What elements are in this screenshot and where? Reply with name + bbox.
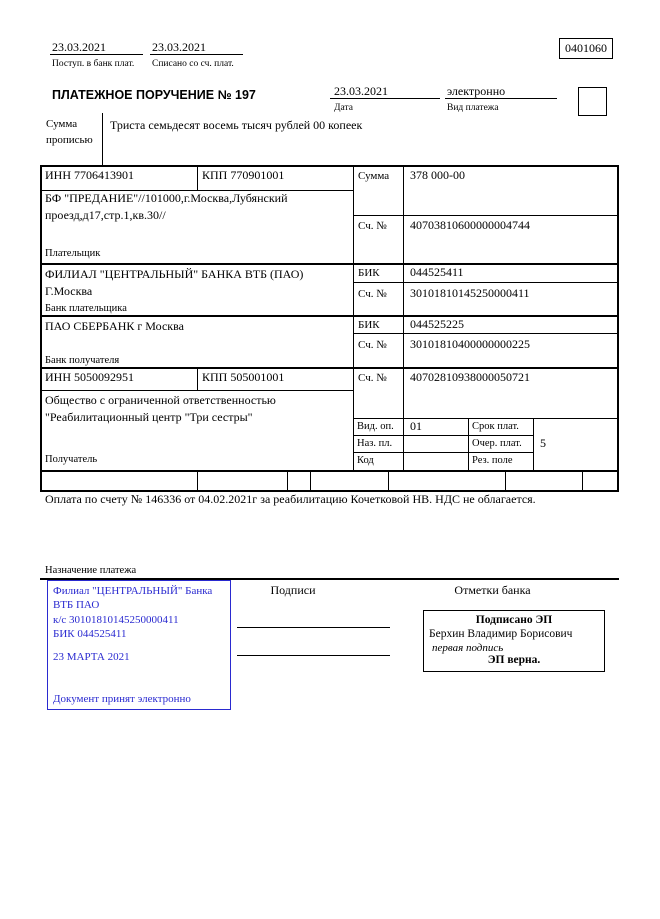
bank-stamp-corr-account: к/с 30101810145250000411: [53, 614, 179, 626]
payee-bank-bik: 044525225: [410, 317, 464, 331]
signatures-label: Подписи: [270, 583, 316, 597]
document-title: ПЛАТЕЖНОЕ ПОРУЧЕНИЕ № 197: [52, 88, 256, 102]
grid-line: [353, 215, 619, 216]
grid-line: [582, 470, 583, 490]
document-date: 23.03.2021: [334, 84, 388, 98]
naz-pl-label: Наз. пл.: [357, 438, 393, 449]
payment-purpose: Оплата по счету № 146336 от 04.02.2021г за реабилитацию Кочетковой НВ. НДС не облагается.: [45, 492, 536, 506]
payer-account: 40703810600000004744: [410, 218, 530, 232]
grid-line: [353, 418, 619, 419]
grid-line: [533, 418, 534, 470]
sum-label: Сумма: [358, 170, 390, 182]
grid-line: [197, 470, 198, 490]
grid-line: [353, 165, 354, 470]
grid-line: [505, 470, 506, 490]
second-signature-line: [237, 655, 390, 656]
payee-bank-account: 30101810400000000225: [410, 337, 530, 351]
payee-bank-name: ПАО СБЕРБАНК г Москва: [45, 319, 184, 333]
payer-bank-name: ФИЛИАЛ "ЦЕНТРАЛЬНЫЙ" БАНКА ВТБ (ПАО) Г.Москва: [45, 267, 304, 299]
grid-line: [40, 263, 619, 265]
form-code: 0401060: [565, 41, 607, 55]
grid-line: [40, 367, 619, 369]
grid-line: [617, 165, 619, 492]
payee-kpp: КПП 505001001: [202, 370, 285, 384]
ocher-plat-label: Очер. плат.: [472, 438, 522, 449]
esign-verified: ЭП верна.: [487, 654, 541, 666]
grid-line: [403, 165, 404, 470]
received-in-bank-label: Поступ. в банк плат.: [52, 59, 135, 69]
received-date-underline: [50, 54, 143, 55]
vid-op-value: 01: [410, 419, 422, 433]
payer-kpp: КПП 770901001: [202, 168, 285, 182]
payer-bank-bik-label: БИК: [358, 267, 380, 279]
grid-line: [40, 390, 353, 391]
payment-kind-checkbox: [578, 87, 607, 116]
payer-inn: ИНН 7706413901: [45, 168, 134, 182]
payer-section-label: Плательщик: [45, 248, 101, 259]
grid-line: [40, 470, 619, 472]
grid-line: [310, 470, 311, 490]
payee-bank-section-label: Банк получателя: [45, 355, 120, 366]
debited-date: 23.03.2021: [152, 40, 206, 54]
esign-title: Подписано ЭП: [475, 614, 553, 626]
amount-words-label: Сумма прописью: [46, 118, 93, 146]
payee-bank-account-label: Сч. №: [358, 339, 387, 351]
debited-date-underline: [150, 54, 243, 55]
grid-line: [388, 470, 389, 490]
bank-stamp-name: Филиал "ЦЕНТРАЛЬНЫЙ" Банка ВТБ ПАО: [53, 585, 213, 612]
esign-signer-name: Берхин Владимир Борисович: [429, 628, 573, 640]
payee-inn: ИНН 5050092951: [45, 370, 134, 384]
payee-section-label: Получатель: [45, 454, 98, 465]
payee-bank-bik-label: БИК: [358, 319, 380, 331]
grid-line: [468, 418, 469, 470]
date-label: Дата: [334, 103, 353, 113]
amount-words: Триста семьдесят восемь тысяч рублей 00 копеек: [110, 118, 363, 132]
payee-account: 40702810938000050721: [410, 370, 530, 384]
grid-line: [197, 367, 198, 390]
grid-line: [197, 165, 198, 190]
payee-name: Общество с ограниченной ответственностью "Реабилитационный центр "Три сестры": [45, 393, 276, 425]
ocher-plat-value: 5: [540, 436, 546, 450]
payer-bank-section-label: Банк плательщика: [45, 303, 127, 314]
payment-kind-underline: [445, 98, 557, 99]
grid-line: [353, 282, 619, 283]
payment-purpose-label: Назначение платежа: [45, 565, 137, 576]
payer-name: БФ "ПРЕДАНИЕ"//101000,г.Москва,Лубянский проезд,д17,стр.1,кв.30//: [45, 191, 288, 223]
srok-plat-label: Срок плат.: [472, 421, 519, 432]
grid-line: [353, 333, 619, 334]
payee-account-label: Сч. №: [358, 372, 387, 384]
payer-account-label: Сч. №: [358, 220, 387, 232]
esign-subtitle: первая подпись: [432, 642, 504, 654]
bank-stamp-date: 23 МАРТА 2021: [53, 651, 130, 663]
rez-pole-label: Рез. поле: [472, 455, 513, 466]
bank-marks-label: Отметки банка: [454, 583, 531, 597]
payer-bank-account-label: Сч. №: [358, 288, 387, 300]
grid-line: [287, 470, 288, 490]
grid-line: [353, 452, 533, 453]
date-underline: [330, 98, 440, 99]
grid-line: [40, 165, 42, 492]
amount-words-divider: [102, 113, 103, 167]
grid-line: [353, 435, 533, 436]
bank-stamp-bik: БИК 044525411: [53, 628, 127, 640]
kod-label: Код: [357, 455, 374, 466]
sum-value: 378 000-00: [410, 168, 465, 182]
payer-bank-bik: 044525411: [410, 265, 464, 279]
vid-op-label: Вид. оп.: [357, 421, 394, 432]
payment-kind-label: Вид платежа: [447, 103, 499, 113]
debited-label: Списано со сч. плат.: [152, 59, 234, 69]
payer-bank-account: 30101810145250000411: [410, 286, 530, 300]
grid-line: [40, 165, 619, 167]
first-signature-line: [237, 627, 390, 628]
received-in-bank-date: 23.03.2021: [52, 40, 106, 54]
bank-stamp-footer: Документ принят электронно: [53, 693, 191, 705]
payment-kind-value: электронно: [447, 84, 506, 98]
